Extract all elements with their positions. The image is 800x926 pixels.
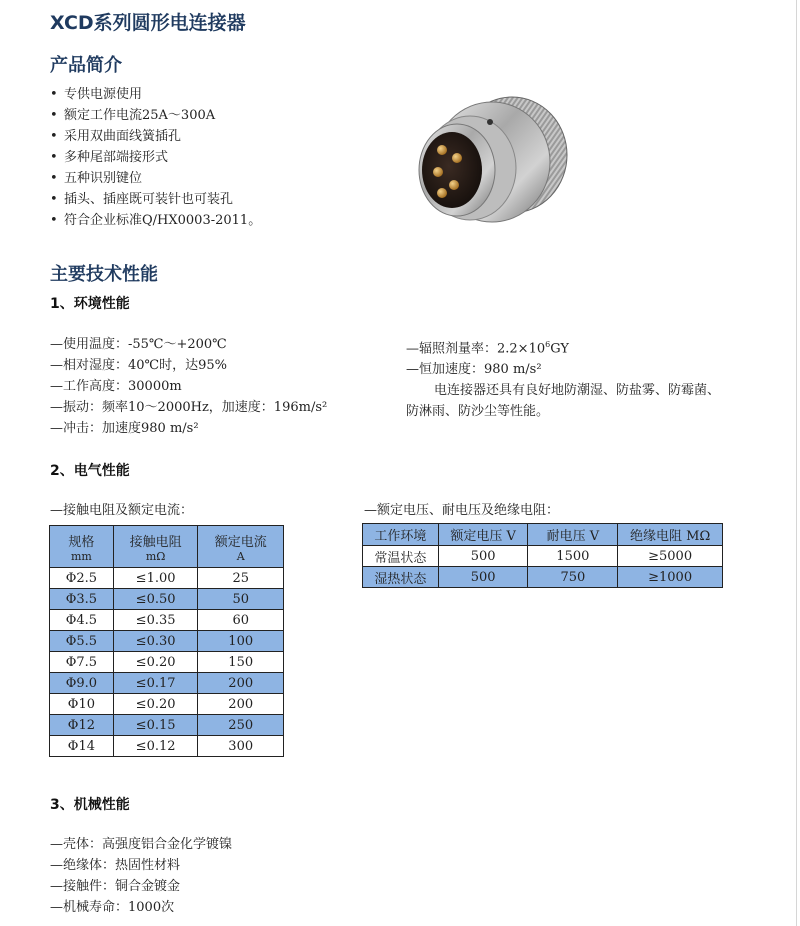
table-cell: 500 (438, 567, 528, 588)
header-label: 额定电流 (214, 534, 267, 550)
header-unit: mm (70, 549, 92, 563)
header-cell: 绝缘电阻 MΩ (618, 524, 723, 546)
feature-list (50, 84, 261, 231)
table-header-row (50, 526, 284, 568)
table-row (50, 631, 284, 652)
header-label: 规格 (68, 534, 95, 550)
table-cell: 750 (528, 567, 618, 588)
accel-line: —恒加速度：980 m/s² (406, 362, 542, 378)
table-row (363, 567, 723, 588)
mech-line: —壳体：高强度铝合金化学镀镍 (50, 837, 233, 852)
table-cell: ≤0.20 (113, 652, 198, 673)
table-cell: 200 (198, 673, 284, 694)
table-cell: Φ4.5 (50, 610, 114, 631)
table-cell: ≤0.17 (113, 673, 198, 694)
table-cell: ≤1.00 (113, 568, 198, 589)
intro-heading: 产品简介 (50, 55, 122, 76)
radiation-line (406, 334, 720, 359)
header-cell (113, 526, 198, 568)
table-row (50, 652, 284, 673)
table-row (50, 736, 284, 757)
table-cell: Φ7.5 (50, 652, 114, 673)
page-title: XCD系列圆形电连接器 (50, 12, 246, 34)
table-row (50, 715, 284, 736)
header-cell: 耐电压 V (528, 524, 618, 546)
header-cell (198, 526, 284, 568)
env-para-line2: 防淋雨、防沙尘等性能。 (406, 404, 550, 420)
feature-item: • 多种尾部端接形式 (50, 147, 261, 168)
voltage-table (362, 523, 723, 588)
table-cell: ≤0.35 (113, 610, 198, 631)
mech-line: —绝缘体：热固性材料 (50, 858, 181, 873)
table-cell: ≤0.50 (113, 589, 198, 610)
voltage-table-caption: —额定电压、耐电压及绝缘电阻： (364, 503, 560, 518)
mech-line: —接触件：铜合金镀金 (50, 879, 181, 894)
env-line: —使用温度：-55℃～+200℃ (50, 337, 227, 352)
mech-heading: 3、机械性能 (50, 797, 130, 813)
contact-table-caption: —接触电阻及额定电流： (50, 503, 194, 518)
feature-item: • 五种识别键位 (50, 168, 261, 189)
radiation-exponent: 6 (545, 340, 551, 349)
table-cell: 250 (198, 715, 284, 736)
table-row (50, 589, 284, 610)
table-cell: 300 (198, 736, 284, 757)
radiation-text: —辐照剂量率：2.2×10 (406, 341, 546, 357)
env-right-list (406, 334, 720, 422)
table-cell: 150 (198, 652, 284, 673)
env-line: —相对湿度：40℃时，达95% (50, 358, 227, 373)
env-left-list (50, 334, 327, 439)
table-row (50, 673, 284, 694)
table-cell: ≤0.12 (113, 736, 198, 757)
header-unit: A (236, 549, 245, 563)
table-cell: Φ2.5 (50, 568, 114, 589)
env-para-line1: 电连接器还具有良好地防潮湿、防盐雾、防霉菌、 (434, 383, 721, 399)
env-heading: 1、环境性能 (50, 296, 130, 312)
table-cell: 60 (198, 610, 284, 631)
page-edge-line (796, 0, 797, 926)
table-row (50, 694, 284, 715)
table-cell: Φ3.5 (50, 589, 114, 610)
table-cell: 200 (198, 694, 284, 715)
table-cell: Φ5.5 (50, 631, 114, 652)
env-line: —工作高度：30000m (50, 379, 182, 394)
table-cell: 100 (198, 631, 284, 652)
specs-heading: 主要技术性能 (50, 264, 158, 285)
table-cell: 常温状态 (363, 546, 439, 567)
env-line: —振动：频率10～2000Hz，加速度：196m/s² (50, 400, 328, 415)
table-cell: Φ10 (50, 694, 114, 715)
table-row (363, 546, 723, 567)
table-cell: ≤0.20 (113, 694, 198, 715)
header-label: 接触电阻 (129, 534, 182, 550)
feature-item: • 插头、插座既可装针也可装孔 (50, 189, 261, 210)
table-cell: 500 (438, 546, 528, 567)
table-header-row (363, 524, 723, 546)
mech-line: —机械寿命：1000次 (50, 900, 175, 915)
table-row (50, 610, 284, 631)
feature-item: • 专供电源使用 (50, 84, 261, 105)
table-cell: ≥1000 (618, 567, 723, 588)
table-cell: 50 (198, 589, 284, 610)
table-cell: Φ14 (50, 736, 114, 757)
feature-item: • 额定工作电流25A～300A (50, 105, 261, 126)
table-cell: Φ9.0 (50, 673, 114, 694)
table-cell: 湿热状态 (363, 567, 439, 588)
header-cell: 工作环境 (363, 524, 439, 546)
header-cell (50, 526, 114, 568)
feature-item: • 符合企业标准Q/HX0003-2011。 (50, 210, 261, 231)
table-cell: 25 (198, 568, 284, 589)
table-cell: ≤0.30 (113, 631, 198, 652)
contact-resistance-table (49, 525, 284, 757)
env-line: —冲击：加速度980 m/s² (50, 421, 199, 436)
header-unit: mΩ (145, 549, 166, 563)
mech-list (50, 834, 232, 918)
table-cell: Φ12 (50, 715, 114, 736)
table-cell: ≤0.15 (113, 715, 198, 736)
radiation-unit: GY (550, 341, 569, 357)
elec-heading: 2、电气性能 (50, 463, 130, 479)
connector-product-image (412, 90, 572, 230)
header-cell: 额定电压 V (438, 524, 528, 546)
feature-item: • 采用双曲面线簧插孔 (50, 126, 261, 147)
table-cell: ≥5000 (618, 546, 723, 567)
table-row (50, 568, 284, 589)
table-cell: 1500 (528, 546, 618, 567)
